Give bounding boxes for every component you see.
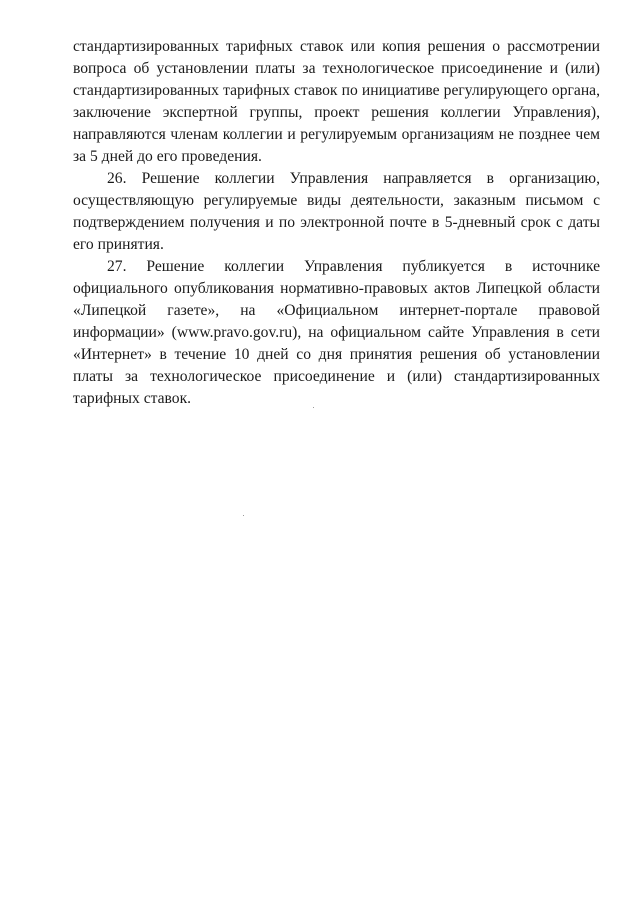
paragraph-item-27: 27. Решение коллегии Управления публикуется в источнике официального опубликования нормативно-правовых актов Липецкой области «Липецкой газете», на «Официальном интернет-портале правовой информации» (www.pravo.gov.ru), на официальном сайте Управления в сети «Интернет» в течение 10 дней со дня принятия решения об установлении платы за технологическое присоединение и (или) стандартизированных тарифных ставок. [73,258,600,407]
scan-speck [313,407,314,408]
paragraph-item-26: 26. Решение коллегии Управления направляется в организацию, осуществляющую регулируемые виды деятельности, заказным письмом с подтверждением получения и по электронной почте в 5-дневный срок с даты его принятия. [73,170,600,253]
scan-speck [243,515,244,516]
document-body [73,36,600,410]
paragraph-continuation: стандартизированных тарифных ставок или копия решения о рассмотрении вопроса об установлении платы за технологическое присоединение и (или) стандартизированных тарифных ставок по инициативе регулирующего органа, заключение экспертной группы, проект решения коллегии Управления), направляются членам коллегии и регулируемым организациям не позднее чем за 5 дней до его проведения. [73,38,600,165]
